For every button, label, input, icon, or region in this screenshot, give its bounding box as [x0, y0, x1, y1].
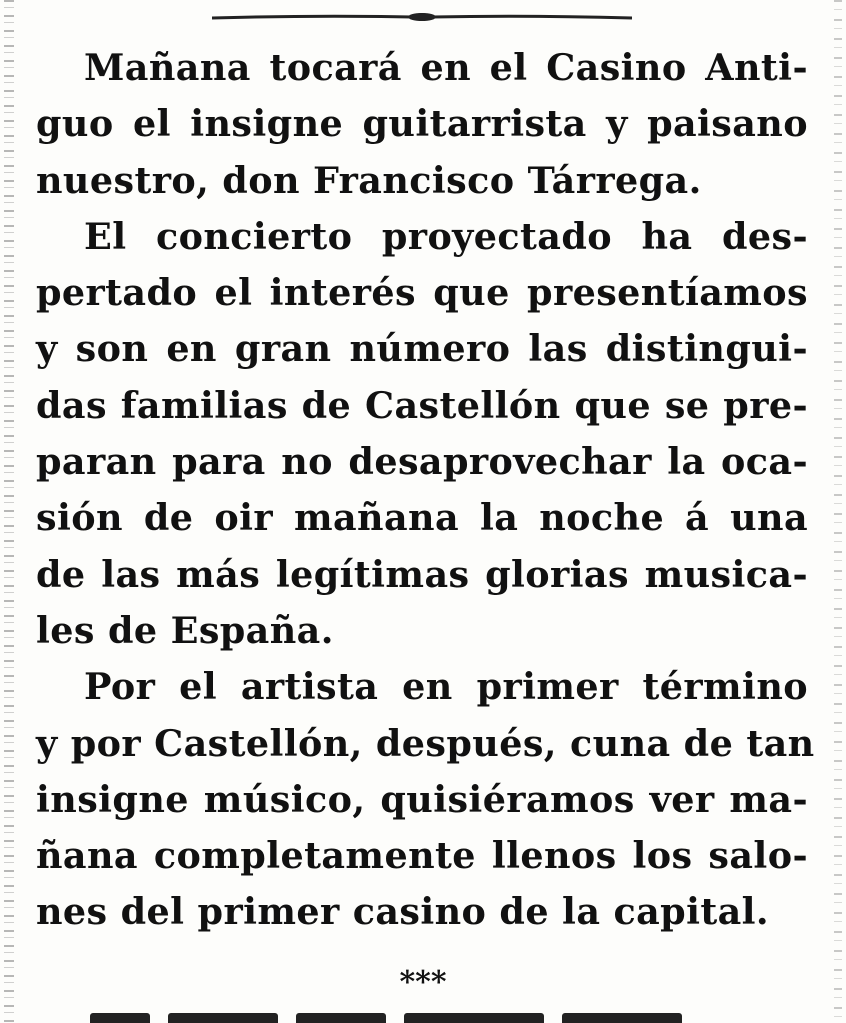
text-line: insigne músico, quisiéramos ver ma- — [36, 777, 808, 821]
right-column-edge — [834, 0, 842, 1023]
text-line: nuestro, don Francisco Tárrega. — [36, 158, 702, 202]
text-line: El concierto proyectado ha des- — [84, 214, 808, 258]
text-line: de las más legítimas glorias musica- — [36, 552, 808, 596]
text-line: sión de oir mañana la noche á una — [36, 496, 808, 540]
left-column-edge — [4, 0, 14, 1023]
cut-off-next-line — [90, 1012, 770, 1023]
text-line: paran para no desaprovechar la oca- — [36, 440, 808, 484]
paragraph-1 — [36, 40, 808, 209]
text-line: y son en gran número las distingui- — [36, 327, 808, 371]
text-line: les de España. — [36, 608, 334, 652]
paragraph-2 — [36, 209, 808, 659]
text-line: y por Castellón, después, cuna de tan — [36, 721, 815, 765]
asterism-separator: *** — [399, 965, 447, 1000]
text-line: pertado el interés que presentíamos — [36, 271, 808, 315]
ornamental-rule — [212, 12, 632, 22]
text-line: Por el artista en primer término — [84, 665, 808, 709]
text-line: guo el insigne guitarrista y paisano — [36, 102, 808, 146]
article-body — [36, 40, 815, 941]
text-line: Mañana tocará en el Casino Anti- — [84, 46, 808, 89]
text-line: das familias de Castellón que se pre- — [36, 383, 808, 427]
text-line: ñana completamente llenos los salo- — [36, 834, 808, 878]
text-line: nes del primer casino de la capital. — [36, 890, 770, 934]
paragraph-3 — [36, 659, 815, 940]
